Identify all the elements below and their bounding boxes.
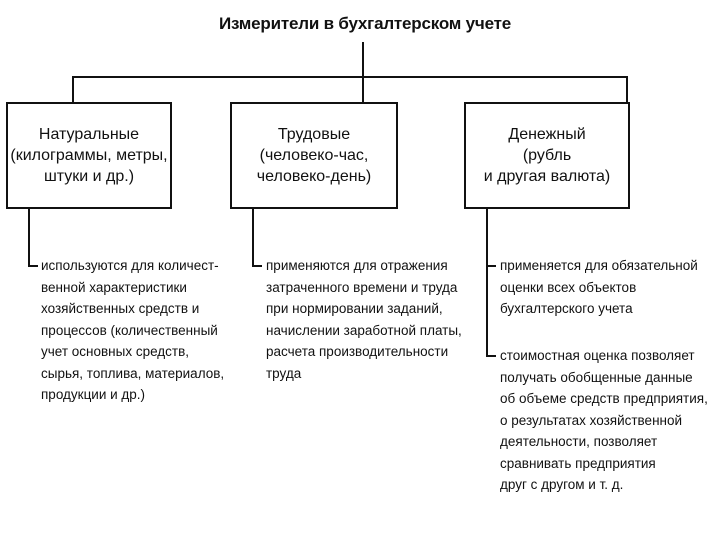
bracket-monetary-tick-1 — [486, 265, 496, 267]
desc-natural-line: используются для количест- — [41, 258, 219, 273]
box-monetary — [464, 102, 630, 209]
connector-labor — [362, 76, 364, 103]
box-labor-line-2: (человеко-час, — [259, 147, 369, 164]
box-labor-line-3: человеко-день) — [256, 168, 372, 185]
desc-monetary-line: стоимостная оценка позволяет — [500, 348, 695, 363]
box-natural-line-1: Натуральные — [38, 126, 140, 143]
desc-natural-line: учет основных средств, — [41, 344, 190, 359]
desc-natural-line: венной характеристики — [41, 279, 187, 295]
bracket-monetary — [486, 209, 488, 356]
box-labor — [230, 102, 398, 209]
connector-monetary — [626, 76, 628, 103]
box-labor-line-1: Трудовые — [277, 126, 351, 143]
desc-labor-line: труда — [266, 365, 302, 381]
desc-natural-line: сырья, топлива, материалов, — [41, 365, 225, 381]
desc-labor-line: начислении заработной платы, — [266, 322, 462, 338]
bracket-labor — [252, 209, 254, 266]
box-natural-line-2: (килограммы, метры, — [10, 147, 168, 164]
desc-monetary-line: получать обобщенные данные — [500, 369, 693, 385]
desc-natural-line: процессов (количественный — [41, 322, 218, 338]
bracket-labor-tick — [252, 265, 262, 267]
desc-labor — [266, 255, 462, 384]
box-natural-line-3: штуки и др.) — [43, 168, 135, 185]
desc-natural-line: продукции и др.) — [41, 387, 146, 402]
desc-monetary-line: друг с другом и т. д. — [500, 477, 624, 492]
diagram-title: Измерители в бухгалтерском учете — [218, 14, 512, 33]
box-monetary-line-2: (рубль — [522, 147, 572, 164]
desc-monetary-line: бухгалтерского учета — [500, 301, 633, 316]
desc-monetary-line: о результатах хозяйственной — [500, 412, 683, 428]
desc-monetary-1 — [500, 255, 698, 320]
box-monetary-line-3: и другая валюта) — [483, 168, 611, 185]
horizontal-connector — [72, 76, 627, 78]
desc-monetary-2 — [500, 345, 708, 496]
desc-labor-line: при нормировании заданий, — [266, 301, 443, 316]
bracket-monetary-tick-2 — [486, 355, 496, 357]
box-monetary-line-1: Денежный — [508, 126, 586, 143]
desc-natural-line: хозяйственных средств и — [41, 301, 200, 316]
desc-natural — [41, 255, 224, 406]
desc-monetary-line: деятельности, позволяет — [500, 434, 658, 449]
desc-labor-line: применяются для отражения — [266, 258, 448, 273]
title-connector — [362, 42, 364, 77]
desc-labor-line: затраченного времени и труда — [266, 279, 458, 295]
desc-monetary-line: сравнивать предприятия — [500, 455, 656, 471]
connector-natural — [72, 76, 74, 103]
desc-monetary-line: применяется для обязательной — [500, 258, 698, 273]
desc-monetary-line: об объеме средств предприятия, — [500, 391, 708, 406]
desc-labor-line: расчета производительности — [266, 344, 449, 359]
box-natural — [6, 102, 172, 209]
bracket-natural — [28, 209, 30, 266]
desc-monetary-line: оценки всех объектов — [500, 279, 637, 295]
bracket-natural-tick — [28, 265, 38, 267]
